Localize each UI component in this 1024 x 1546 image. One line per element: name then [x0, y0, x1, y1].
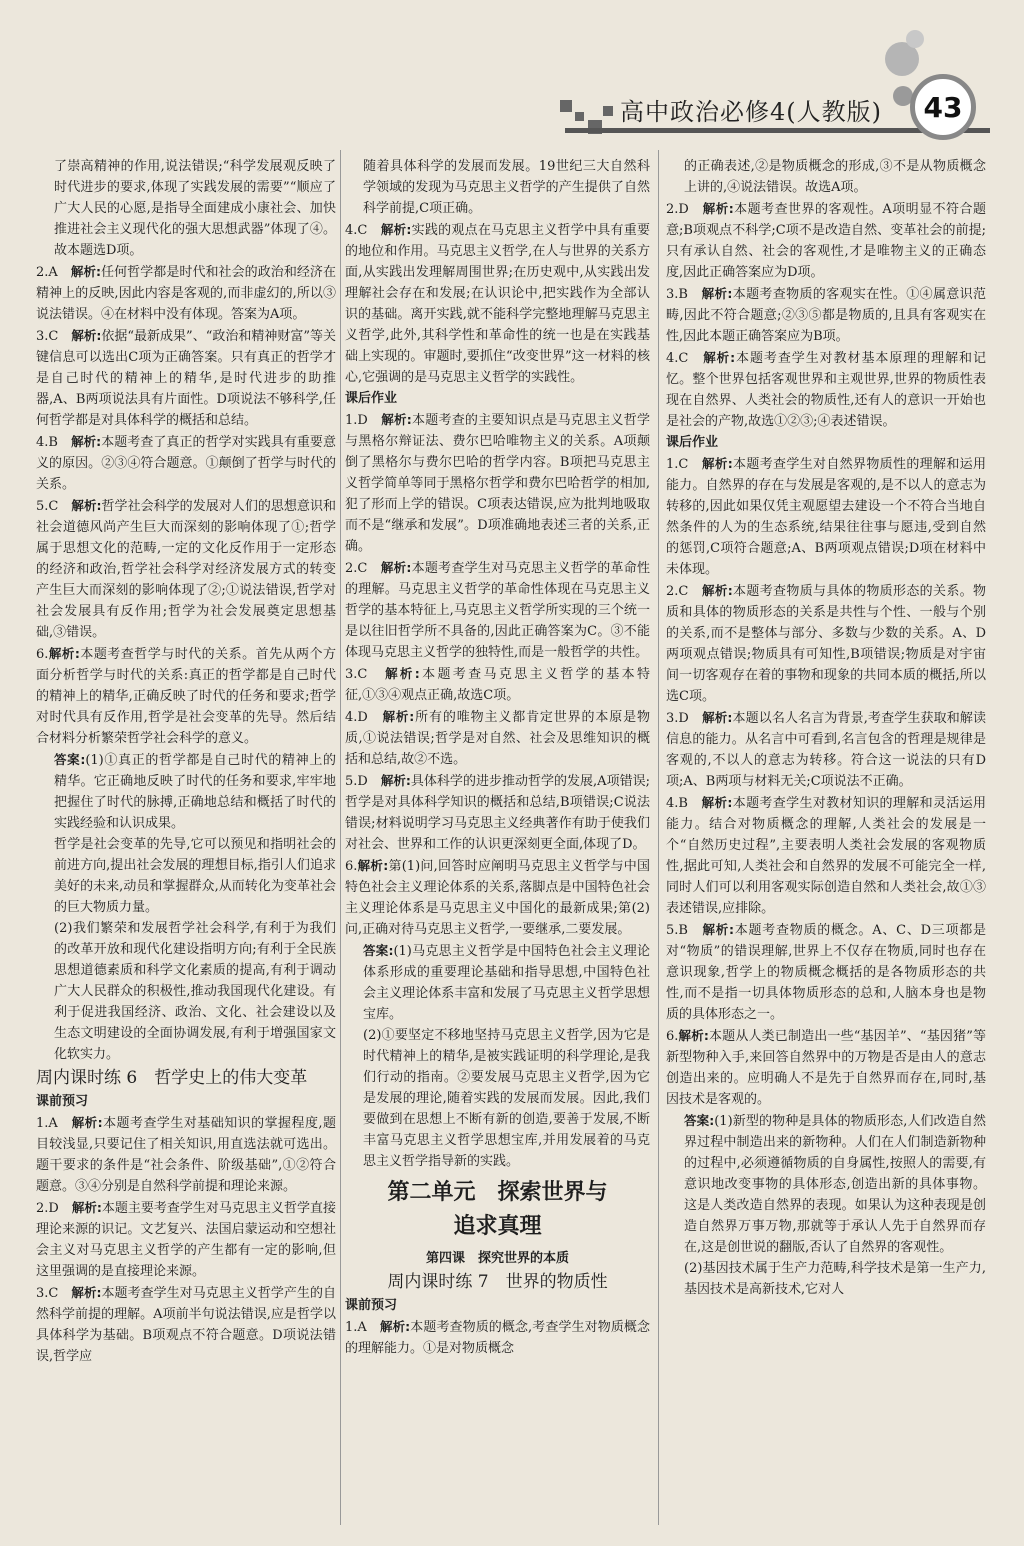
answer-item — [666, 580, 986, 707]
page-header — [0, 0, 1024, 150]
item-text: 本题考查学生对基础知识的掌握程度,题目较浅显,只要记住了相关知识,用直选法就可选出。题干要求的条件是“社会条件、阶级基础”,①②符合题意。③④分别是自然科学前提和理论来源。 — [36, 1116, 336, 1194]
analysis-label: 解析: — [380, 773, 411, 788]
answer-item — [36, 1112, 336, 1197]
item-text: 实践的观点在马克思主义哲学中具有重要的地位和作用。马克思主义哲学,在人与世界的关系方面,从实践出发理解周围世界;在历史观中,从实践出发理解社会存在和发展;在认识论中,把实践作为全部认识的基础。离开实践,就不能科学完整地理解马克思主义哲学,此外,其科学性和革命性的统一也是在实践基础上实现的。审题时,要抓住“改变世界”这一材料的核心,它强调的是马克思主义哲学的实践性。 — [345, 223, 650, 385]
answer-item — [36, 1282, 336, 1367]
item-number: 1.C — [666, 457, 689, 472]
subsection-heading: 课前预习 — [345, 1298, 398, 1313]
column-3 — [666, 156, 986, 1300]
item-text: 本题考查了真正的哲学对实践具有重要意义的原因。②③④符合题意。①颠倒了哲学与时代的关系。 — [36, 435, 336, 492]
book-title: 高中政治必修4(人教版) — [620, 98, 882, 126]
item-number: 1.A — [36, 1116, 58, 1131]
answer-item — [345, 409, 650, 557]
item-number: 6. — [36, 647, 49, 662]
item-number: 1.D — [345, 413, 368, 428]
answer-item — [666, 707, 986, 792]
analysis-label: 解析: — [380, 222, 412, 237]
item-text: 本题考查学生对马克思主义哲学产生的自然科学前提的理解。A项前半句说法错误,应是哲学以具体科学为基础。B项观点不符合题意。D项说法错误,哲学应 — [36, 1286, 336, 1364]
analysis-label: 解析: — [381, 412, 412, 427]
analysis-label: 解析: — [71, 1115, 103, 1130]
item-text: 本题考查哲学与时代的关系。首先从两个方面分析哲学与时代的关系:真正的哲学都是自己时代的精神上的精华,正确反映了时代的任务和要求;哲学对时代具有反作用,哲学是社会变革的先导。然后结合材料分析繁荣哲学社会科学的意义。 — [36, 647, 336, 746]
analysis-label: 解析: — [702, 710, 733, 725]
column-2 — [345, 156, 650, 1359]
subsection-heading: 课后作业 — [666, 435, 719, 450]
column-1 — [36, 156, 336, 1367]
paragraph: 了崇高精神的作用,说法错误;“科学发展观反映了时代进步的要求,体现了实践发展的需要”“顺应了广大人民的心愿,是指导全面建成小康社会、加快推进社会主义现代化的强大思想武器”体现了④。故本题选D项。 — [54, 159, 336, 258]
analysis-label: 解析: — [71, 1200, 102, 1215]
analysis-label: 解析: — [357, 858, 389, 873]
answer-item — [345, 855, 650, 940]
item-text: 本题考查学生对教材基本原理的理解和记忆。整个世界包括客观世界和主观世界,世界的物质性表现在自然界、人类社会的物质性,还有人的意识一开始也是社会的产物,故选①②③;④表述错误。 — [666, 351, 986, 429]
item-text: 本题考查的主要知识点是马克思主义哲学与黑格尔辩证法、费尔巴哈唯物主义的关系。A项颠倒了黑格尔与费尔巴哈的哲学内容。B项把马克思主义哲学简单等同于黑格尔哲学和费尔巴哈哲学的相加,犯了形而上学的错误。C项表达错误,应为批判地吸取而不是“继承和发展”。D项准确地表述三者的关系,正确。 — [345, 413, 650, 554]
answer-item — [36, 261, 336, 325]
item-number: 3.C — [345, 667, 368, 682]
item-text: 依据“最新成果”、“政治和精神财富”等关键信息可以选出C项为正确答案。只有真正的哲学才是自己时代的精神上的精华,是时代进步的助推器,A、B两项说法具有片面性。D项说法不够科学,任何哲学都是对具体科学的概括和总结。 — [36, 329, 337, 428]
answer-paragraph: (2)基因技术属于生产力范畴,科学技术是第一生产力,基因技术是高新技术,它对人 — [684, 1261, 986, 1297]
answer-paragraph — [345, 940, 650, 1025]
answer-item — [345, 706, 650, 770]
item-text: 第(1)问,回答时应阐明马克思主义哲学与中国特色社会主义理论体系的关系,落脚点是中国特色社会主义理论体系是马克思主义中国化的最新成果;第(2)问,正确对待马克思主义哲学,一要继承,二要发展。 — [345, 859, 650, 937]
item-number: 2.A — [36, 265, 58, 280]
answer-item — [666, 919, 986, 1025]
analysis-label: 解析: — [701, 795, 733, 810]
analysis-label: 解析: — [702, 922, 734, 937]
column-divider — [340, 150, 341, 1525]
item-number: 4.C — [666, 351, 689, 366]
answer-item — [345, 219, 650, 388]
analysis-label: 解析: — [702, 456, 733, 471]
analysis-label: 解析: — [71, 434, 102, 449]
item-number: 4.B — [666, 796, 688, 811]
unit-title-line: 第二单元 探索世界与 — [387, 1180, 608, 1205]
answer-paragraph: 哲学是社会变革的先导,它可以预见和指明社会的前进方向,提出社会发展的理想目标,指引人们追求美好的未来,动员和掌握群众,从而转化为变革社会的巨大物质力量。 — [54, 837, 336, 915]
decor-bubble — [906, 30, 924, 48]
analysis-label: 解析: — [70, 264, 102, 279]
item-text: 本题考查物质的客观实在性。①④属意识范畴,因此不符合题意;②③⑤都是物质的,且具有客观实在性,因此本题正确答案应为B项。 — [666, 287, 986, 344]
answer-item — [345, 1316, 650, 1359]
analysis-label: 解析: — [702, 583, 733, 598]
answer-item — [666, 792, 986, 919]
answer-item — [666, 198, 986, 283]
answer-item — [345, 770, 650, 855]
section-heading: 周内课时练 6 哲学史上的伟大变革 — [36, 1068, 308, 1088]
item-text: 哲学社会科学的发展对人们的思想意识和社会道德风尚产生巨大而深刻的影响体现了①;哲学属于思想文化的范畴,一定的文化反作用于一定形态的经济和政治,哲学社会科学对经济发展方式的转变产生巨大而深刻的影响体现了②;①说法错误,哲学对社会发展具有反作用;哲学为社会发展奠定思想基础,③错误。 — [36, 499, 336, 640]
analysis-label: 解析: — [382, 709, 415, 724]
answer-item — [666, 347, 986, 432]
analysis-label: 解析: — [380, 560, 412, 575]
answer-text: (1)新型的物种是具体的物质形态,人们改造自然界过程中制造出来的新物种。人们在人们制造新物种的过程中,必须遵循物质的自身属性,按照人的需要,有意识地改变事物的具体形态,创造出新的具体事物。这是人类改造自然界的表现。如果认为这种表现是创造自然界万事万物,那就等于承认人先于自然界而存在,这是创世说的翻版,否认了自然界的客观性。 — [684, 1114, 986, 1255]
item-number: 5.D — [345, 774, 368, 789]
answer-item — [36, 325, 336, 431]
answer-paragraph — [666, 1110, 986, 1258]
answer-paragraph: (2)我们繁荣和发展哲学社会科学,有利于为我们的改革开放和现代化建设指明方向;有利于全民族思想道德素质和科学文化素质的提高,有利于调动广大人民群众的积极性,推动我国现代化建设。有利于促进我国经济、政治、文化、社会建设以及生态文明建设的全面协调发展,有利于增强国家文化软实力。 — [54, 921, 336, 1062]
item-text: 本题主要考查学生对马克思主义哲学直接理论来源的识记。文艺复兴、法国启蒙运动和空想社会主义对马克思主义哲学的产生都有一定的影响,但这里强调的是直接理论来源。 — [36, 1201, 336, 1279]
item-text: 任何哲学都是时代和社会的政治和经济在精神上的反映,因此内容是客观的,而非虚幻的,所以③说法错误。④在材料中没有体现。答案为A项。 — [36, 265, 336, 322]
item-number: 2.D — [666, 202, 689, 217]
subsection-heading: 课后作业 — [345, 391, 398, 406]
item-text: 本题考查物质的概念。A、C、D三项都是对“物质”的错误理解,世界上不仅存在物质,同时也存在意识现象,哲学上的物质概念概括的是各物质形态的共性,而不是指一切具体物质形态的总和,人脑本身也是物质的具体形态之一。 — [666, 923, 986, 1022]
item-number: 3.C — [36, 1286, 59, 1301]
lesson-title: 第四课 探究世界的本质 — [425, 1251, 569, 1266]
answer-item — [666, 1025, 986, 1110]
item-number: 2.C — [666, 584, 689, 599]
item-text: 所有的唯物主义都肯定世界的本原是物质,①说法错误;哲学是对自然、社会及思维知识的概括和总结,故②不选。 — [345, 710, 650, 767]
unit-title-line: 追求真理 — [453, 1214, 542, 1239]
section-heading: 周内课时练 7 世界的物质性 — [387, 1272, 608, 1292]
answer-label: 答案: — [54, 752, 86, 767]
item-text: 本题考查世界的客观性。A项明显不符合题意;B项观点不科学;C项不是改造自然、变革社会的前提;只有承认自然、社会的客观性,才是唯物主义的正确态度,因此正确答案应为D项。 — [666, 202, 986, 280]
item-text: 本题考查物质与具体的物质形态的关系。物质和具体的物质形态的关系是共性与个性、一般与个别的关系,而不是整体与部分、多数与少数的关系。A、D两项观点错误;物质具有可知性,B项错误;物质是对宇宙间一切客观存在着的事物和现象的共同本质的概括,所以选C项。 — [666, 584, 986, 704]
item-text: 具体科学的进步推动哲学的发展,A项错误;哲学是对具体科学知识的概括和总结,B项错误;C说法错误;材料说明学习马克思主义经典著作有助于使我们对社会、世界和工作的认识更深刻更全面,体现了D。 — [345, 774, 650, 852]
item-number: 4.C — [345, 223, 368, 238]
answer-item — [36, 643, 336, 749]
answer-item — [345, 557, 650, 663]
column-divider — [658, 150, 659, 1525]
item-number: 4.B — [36, 435, 58, 450]
item-number: 6. — [345, 859, 358, 874]
item-text: 本题以名人名言为背景,考查学生获取和解读信息的能力。从名言中可看到,名言包含的哲理是规律是客观的,不以人的意志为转移。符合这一说法的只有D项;A、B两项与材料无关;C项说法不正确。 — [666, 711, 987, 789]
analysis-label: 解析: — [678, 1028, 709, 1043]
item-number: 5.C — [36, 499, 59, 514]
item-number: 3.B — [666, 287, 688, 302]
analysis-label: 解析: — [385, 666, 420, 681]
answer-item — [666, 453, 986, 580]
decor-square — [560, 100, 572, 112]
analysis-label: 解析: — [71, 498, 102, 513]
item-number: 1.A — [345, 1320, 367, 1335]
answer-paragraph — [36, 749, 336, 834]
item-text: 本题考查学生对自然界物质性的理解和运用能力。自然界的存在与发展是客观的,是不以人的意志为转移的,因此如果仅凭主观愿望去建设一个不符合当地自然条件的人为的生态系统,结果往往事与愿违,受到自然的惩罚,C项符合题意;A、B两项观点错误;D项在材料中未体现。 — [666, 457, 986, 577]
answer-label: 答案: — [363, 943, 394, 958]
decor-square — [575, 112, 584, 121]
analysis-label: 解析: — [702, 201, 734, 216]
item-number: 2.D — [36, 1201, 59, 1216]
analysis-label: 解析: — [48, 646, 80, 661]
analysis-label: 解析: — [701, 286, 733, 301]
item-number: 6. — [666, 1029, 679, 1044]
item-text: 本题考查物质的概念,考查学生对物质概念的理解能力。①是对物质概念 — [345, 1320, 650, 1356]
item-number: 4.D — [345, 710, 368, 725]
analysis-label: 解析: — [71, 328, 102, 343]
answer-item — [345, 663, 650, 706]
item-number: 3.C — [36, 329, 59, 344]
unit-title — [345, 1176, 650, 1244]
item-text: 本题考查马克思主义哲学的基本特征,①③④观点正确,故选C项。 — [345, 667, 650, 703]
answer-item — [36, 1197, 336, 1282]
analysis-label: 解析: — [379, 1319, 411, 1334]
item-number: 2.C — [345, 561, 368, 576]
answer-label: 答案: — [684, 1113, 715, 1128]
answer-text: (1)马克思主义哲学是中国特色社会主义理论体系形成的重要理论基础和指导思想,中国特色社会主义理论体系丰富和发展了马克思主义哲学思想宝库。 — [363, 944, 651, 1022]
item-number: 3.D — [666, 711, 689, 726]
answer-item — [666, 283, 986, 347]
item-text: 本题从人类已制造出一些“基因羊”、“基因猪”等新型物种入手,来回答自然界中的万物是否是由人的意志创造出来的。应明确人不是先于自然界而存在,同时,基因技术是客观的。 — [666, 1029, 986, 1107]
subsection-heading: 课前预习 — [36, 1094, 89, 1109]
answer-item — [36, 431, 336, 495]
page-number: 43 — [910, 74, 976, 140]
paragraph: 的正确表述,②是物质概念的形成,③不是从物质概念上讲的,④说法错误。故选A项。 — [684, 159, 986, 195]
item-number: 5.B — [666, 923, 688, 938]
answer-text: (1)①真正的哲学都是自己时代的精神上的精华。它正确地反映了时代的任务和要求,牢牢地把握住了时代的脉搏,正确地总结和概括了时代的实践经验和认识成果。 — [54, 753, 336, 831]
item-text: 本题考查学生对教材知识的理解和灵活运用能力。结合对物质概念的理解,人类社会的发展是一个“自然历史过程”,主要表明人类社会发展的客观物质性,据此可知,人类社会和自然界的发展不可能完全一样,同时人们可以利用客观实际创造自然和人类社会,故①③表述错误,应排除。 — [666, 796, 986, 916]
answer-item — [36, 495, 336, 643]
decor-square — [603, 106, 613, 116]
analysis-label: 解析: — [71, 1285, 102, 1300]
item-text: 本题考查学生对马克思主义哲学的革命性的理解。马克思主义哲学的革命性体现在马克思主义哲学的基本特征上,马克思主义哲学所实现的三个统一是以往旧哲学所不具备的,因此正确答案为C。③不能体现马克思主义哲学的独特性,而是一般哲学的共性。 — [345, 561, 650, 660]
answer-paragraph: (2)①要坚定不移地坚持马克思主义哲学,因为它是时代精神上的精华,是被实践证明的科学理论,是我们行动的指南。②要发展马克思主义哲学,因为它是发展的理论,随着实践的发展而发展。因此,我们要做到在思想上不断有新的创造,要善于发展,不断丰富马克思主义哲学思想宝库,并用发展着的马克思主义哲学指导新的实践。 — [363, 1028, 650, 1169]
analysis-label: 解析: — [703, 350, 736, 365]
paragraph: 随着具体科学的发展而发展。19世纪三大自然科学领域的发现为马克思主义哲学的产生提供了自然科学前提,C项正确。 — [363, 159, 650, 216]
